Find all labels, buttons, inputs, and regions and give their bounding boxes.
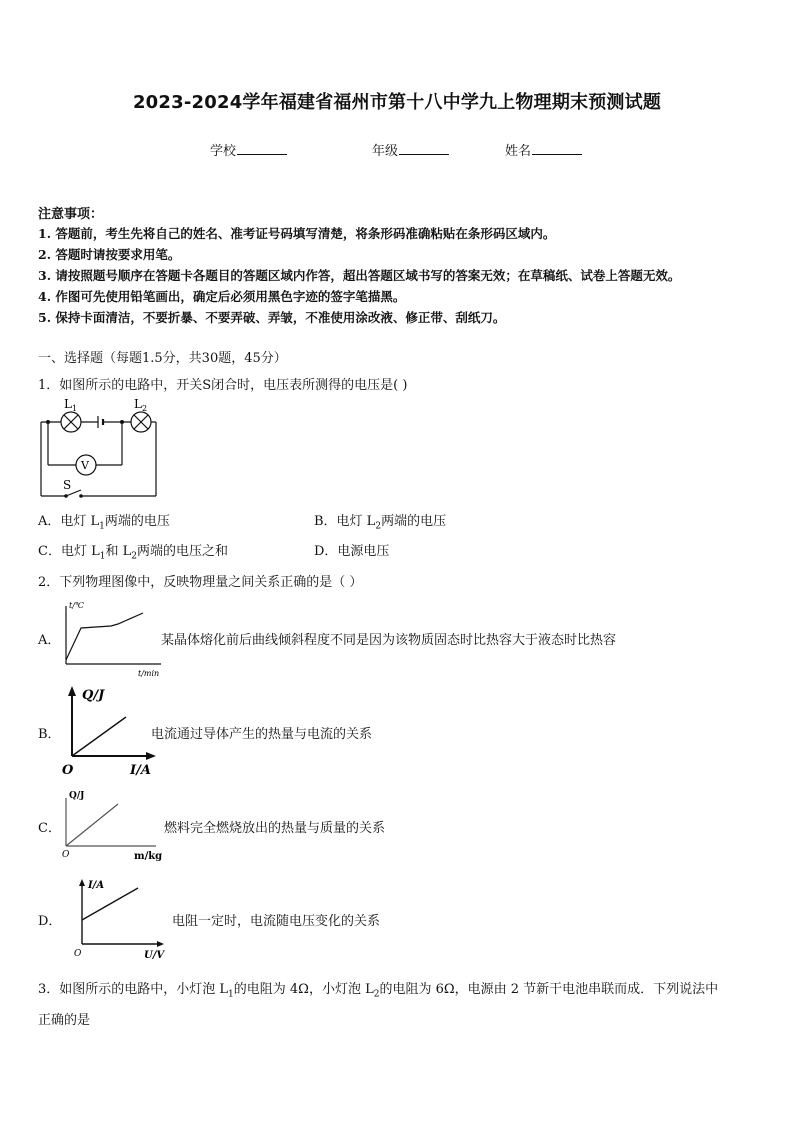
note-item: 3. 请按照题号顺序在答题卡各题目的答题区域内作答，超出答题区域书写的答案无效；在草稿纸、试卷上答题无效。: [38, 268, 681, 283]
q2-option-a-desc: 某晶体熔化前后曲线倾斜程度不同是因为该物质固态时比热容大于液态时比热容: [161, 633, 617, 648]
q1-stem: 1．如图所示的电路中，开关S闭合时，电压表所测得的电压是( ): [38, 378, 408, 393]
name-blank: [532, 142, 582, 155]
q2-a-ylabel: t/℃: [69, 601, 84, 610]
q2-option-d-label: D．: [38, 914, 62, 929]
note-item: 5. 保持卡面清洁，不要折暴、不要弄破、弄皱，不准使用涂改液、修正带、刮纸刀。: [38, 310, 506, 325]
q2-option-c-label: C．: [38, 821, 61, 836]
q1-option-b: B．电灯 $L_2$两端的电压: [314, 514, 447, 532]
q2-option-b-label: B．: [38, 727, 61, 742]
name-label: 姓名: [505, 144, 532, 159]
q1-option-d: D．电源电压: [314, 544, 390, 559]
notes-heading: 注意事项：: [38, 207, 104, 222]
grade-blank: [399, 142, 449, 155]
q2-b-xlabel: I/A: [130, 763, 151, 778]
school-blank: [237, 142, 287, 155]
school-label: 学校: [210, 144, 237, 159]
label-voltmeter: V: [81, 459, 89, 472]
q2-graph-d: [70, 876, 170, 960]
q2-graph-a: [56, 598, 166, 678]
q1-circuit-diagram: [36, 394, 166, 500]
q2-c-origin: O: [62, 850, 70, 860]
q2-graph-c: [56, 786, 168, 866]
q2-a-xlabel: t/min: [138, 669, 160, 678]
school-field: [210, 140, 287, 159]
note-item: 1. 答题前，考生先将自己的姓名、准考证号码填写清楚，将条形码准确粘贴在条形码区域内。: [38, 226, 556, 241]
q2-d-xlabel: U/V: [144, 950, 165, 960]
section-heading: 一、选择题（每题1.5分，共30题，45分）: [38, 351, 287, 366]
q3-stem-line2: 正确的是: [38, 1013, 91, 1028]
q2-d-ylabel: I/A: [88, 880, 105, 891]
q2-b-ylabel: Q/J: [82, 688, 105, 703]
q2-c-xlabel: m/kg: [134, 851, 163, 862]
q2-d-origin: O: [74, 949, 82, 959]
page-title: 2023-2024学年福建省福州市第十八中学九上物理期末预测试题: [132, 92, 662, 113]
q1-option-a: A．电灯 $L_1$两端的电压: [38, 514, 170, 532]
note-item: 2. 答题时请按要求用笔。: [38, 247, 181, 262]
q2-option-b-desc: 电流通过导体产生的热量与电流的关系: [151, 727, 373, 742]
label-l1: $L_1$: [64, 397, 78, 413]
q2-c-ylabel: Q/J: [69, 791, 85, 801]
q2-b-origin: O: [62, 763, 74, 778]
q2-option-c-desc: 燃料完全燃烧放出的热量与质量的关系: [164, 821, 386, 836]
label-l2: $L_2$: [134, 397, 148, 413]
note-item: 4. 作图可先使用铅笔画出，确定后必须用黑色字迹的签字笔描黑。: [38, 289, 406, 304]
grade-field: [372, 140, 449, 159]
label-switch: S: [63, 478, 72, 492]
q2-option-d-desc: 电阻一定时，电流随电压变化的关系: [172, 914, 381, 929]
q3-stem-line1: 3．如图所示的电路中，小灯泡 $L_1$的电阻为 4Ω，小灯泡 $L_2$的电阻为 6Ω，电源由 2 节新干电池串联而成．下列说法中: [38, 982, 719, 1000]
q2-option-a-label: A．: [38, 633, 61, 648]
name-field: [505, 140, 582, 159]
q1-option-c: C．电灯 $L_1$和 $L_2$两端的电压之和: [38, 544, 228, 562]
q2-stem: 2．下列物理图像中，反映物理量之间关系正确的是（ ）: [38, 575, 363, 590]
grade-label: 年级: [372, 144, 399, 159]
